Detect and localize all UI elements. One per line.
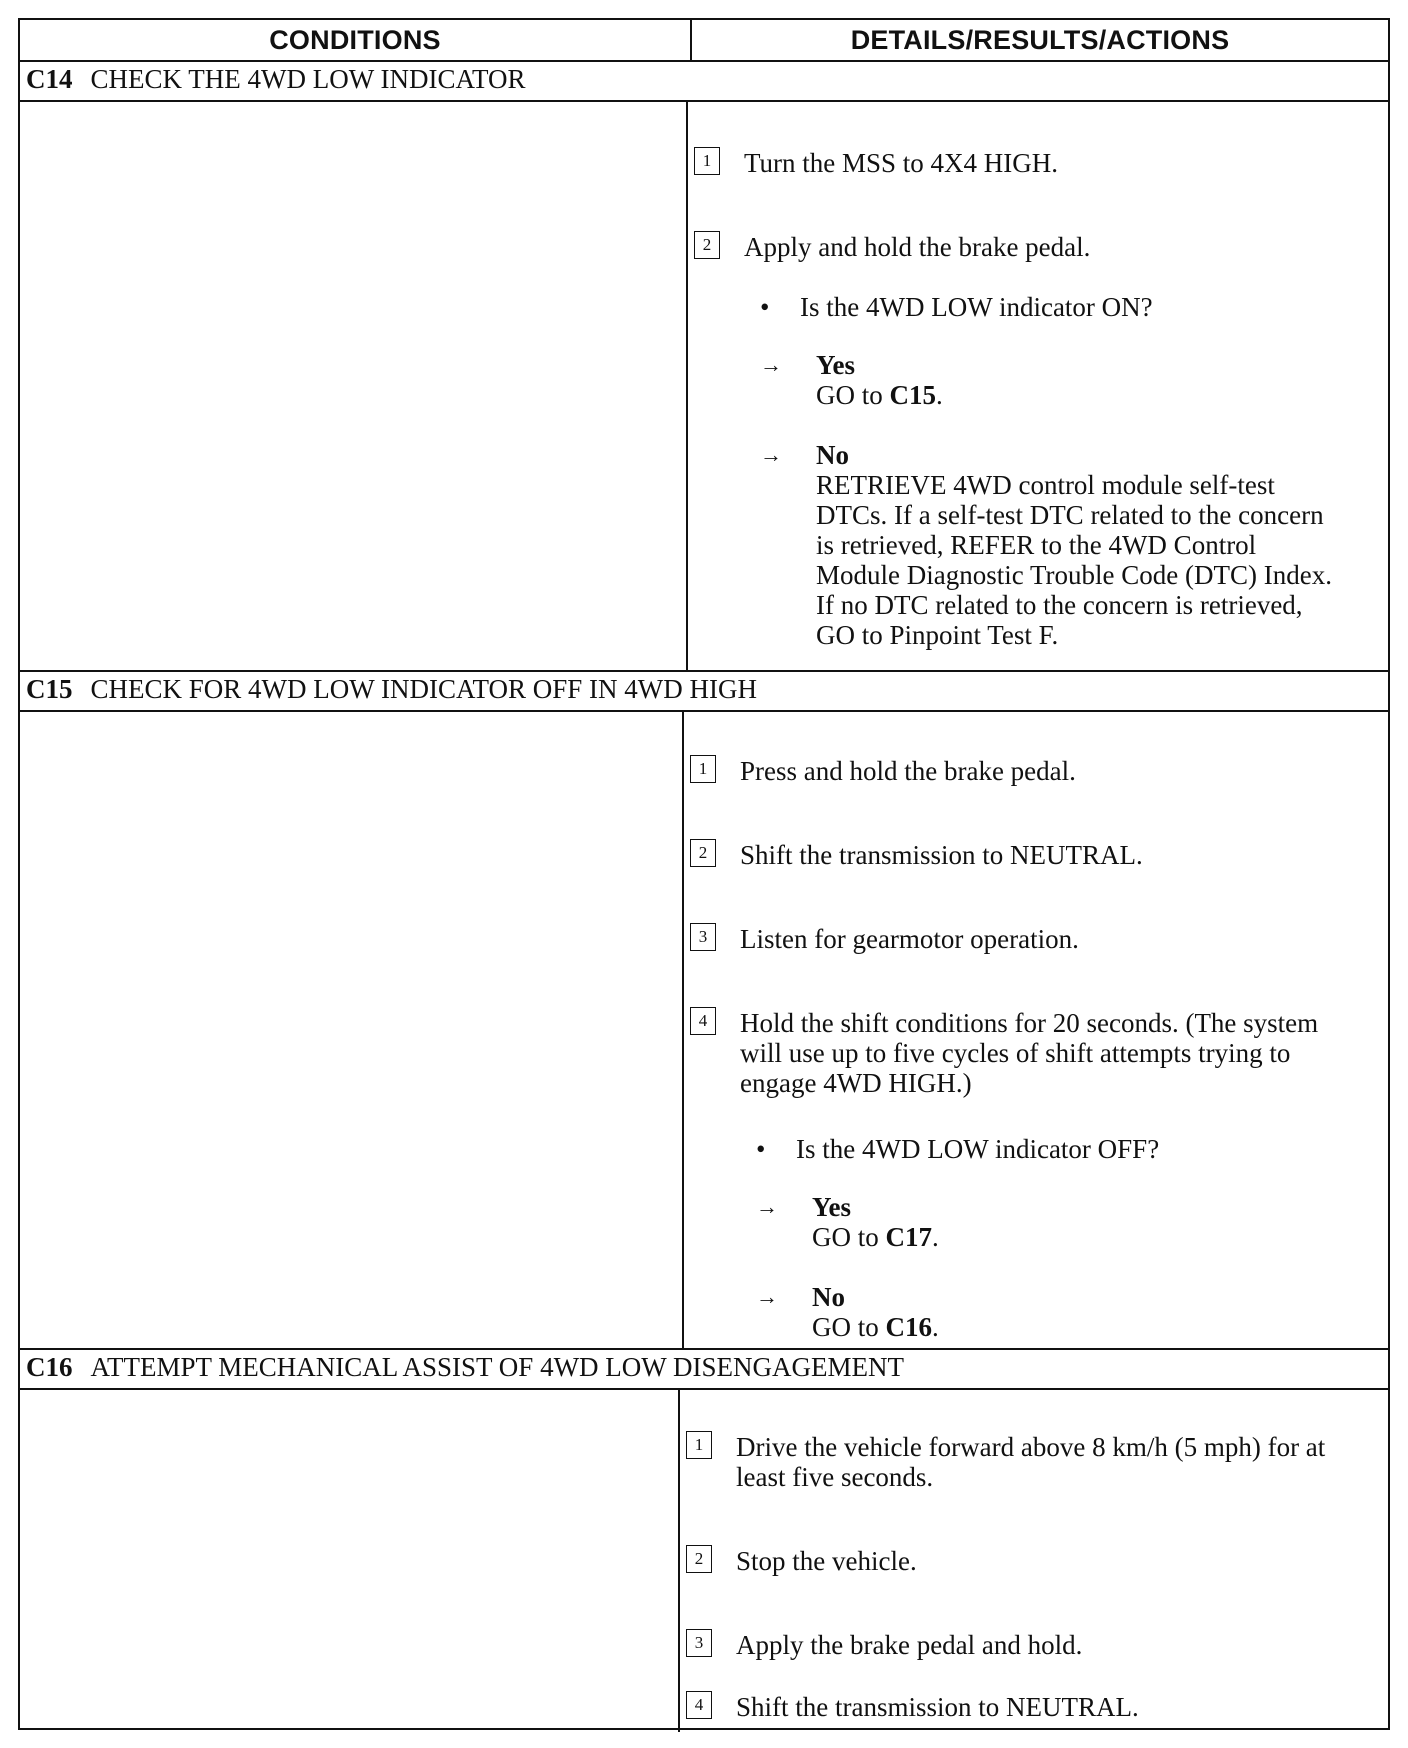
step-number: 1 xyxy=(694,147,720,175)
step xyxy=(690,1008,1330,1098)
rule xyxy=(20,60,1388,62)
step-text: Apply the brake pedal and hold. xyxy=(736,1630,1083,1660)
section-title: CHECK THE 4WD LOW INDICATOR xyxy=(90,64,526,94)
section-title: ATTEMPT MECHANICAL ASSIST OF 4WD LOW DISENGAGEMENT xyxy=(90,1352,905,1382)
result-punct: . xyxy=(932,1222,939,1252)
rule xyxy=(20,710,1388,712)
question xyxy=(760,292,1153,322)
result-ref: C16 xyxy=(885,1312,932,1342)
step xyxy=(694,148,1058,178)
step-text: Shift the transmission to NEUTRAL. xyxy=(736,1692,1139,1722)
step-number: 4 xyxy=(690,1007,716,1035)
details-header: DETAILS/RESULTS/ACTIONS xyxy=(850,24,1230,55)
diagnostic-table xyxy=(18,18,1390,1730)
column-divider xyxy=(678,1388,680,1732)
rule xyxy=(20,100,1388,102)
step-number: 1 xyxy=(690,755,716,783)
step-text: Turn the MSS to 4X4 HIGH. xyxy=(744,148,1059,178)
step xyxy=(690,924,1079,954)
section-code: C16 xyxy=(26,1352,73,1382)
result-label: No xyxy=(812,1282,845,1312)
step-text: Shift the transmission to NEUTRAL. xyxy=(740,840,1143,870)
bullet-icon: • xyxy=(756,1134,766,1164)
step-number: 4 xyxy=(686,1691,712,1719)
result-label: Yes xyxy=(812,1192,851,1222)
step xyxy=(694,232,1090,262)
arrow-right-icon: → xyxy=(760,442,782,467)
result-no xyxy=(756,1282,1332,1342)
rule xyxy=(20,1348,1388,1350)
result-no xyxy=(760,440,1336,650)
step-text: Press and hold the brake pedal. xyxy=(740,756,1076,786)
step-text: Listen for gearmotor operation. xyxy=(740,924,1079,954)
arrow-right-icon: → xyxy=(756,1284,778,1309)
step-text: Apply and hold the brake pedal. xyxy=(744,232,1091,262)
step xyxy=(686,1432,1326,1492)
step xyxy=(686,1546,917,1576)
column-divider xyxy=(682,710,684,1348)
bullet-icon: • xyxy=(760,292,770,322)
section-title: CHECK FOR 4WD LOW INDICATOR OFF IN 4WD HIGH xyxy=(90,674,757,704)
section-code: C15 xyxy=(26,674,73,704)
section-c15-title xyxy=(26,674,757,705)
step xyxy=(686,1692,1139,1722)
step-number: 2 xyxy=(686,1545,712,1573)
step xyxy=(690,756,1076,786)
result-label: No xyxy=(816,440,849,470)
step-text: Stop the vehicle. xyxy=(736,1546,917,1576)
step-number: 1 xyxy=(686,1431,712,1459)
result-ref: C15 xyxy=(889,380,936,410)
result-yes xyxy=(756,1192,1332,1252)
step-number: 3 xyxy=(690,923,716,951)
step-number: 2 xyxy=(694,231,720,259)
result-punct: . xyxy=(936,380,943,410)
section-c16-title xyxy=(26,1352,904,1383)
arrow-right-icon: → xyxy=(756,1194,778,1219)
question xyxy=(756,1134,1159,1164)
conditions-header: CONDITIONS xyxy=(269,24,441,55)
step-text: Hold the shift conditions for 20 seconds. (The system will use up to five cycles of shift attempts trying to engage 4WD HIGH.) xyxy=(740,1008,1319,1098)
section-code: C14 xyxy=(26,64,73,94)
result-text: GO to xyxy=(812,1312,886,1342)
result-punct: . xyxy=(932,1312,939,1342)
result-text: RETRIEVE 4WD control module self-test DTCs. If a self-test DTC related to the concern is retrieved, REFER to the 4WD Control Module Diagnostic Trouble Code (DTC) Index. If no DTC related to the concern is retrieved, GO to Pinpoint Test F. xyxy=(816,470,1332,650)
result-text: GO to xyxy=(816,380,890,410)
result-yes xyxy=(760,350,1336,410)
result-text: GO to xyxy=(812,1222,886,1252)
result-ref: C17 xyxy=(885,1222,932,1252)
question-text: Is the 4WD LOW indicator OFF? xyxy=(796,1134,1160,1164)
section-c14-title xyxy=(26,64,525,95)
rule xyxy=(20,1388,1388,1390)
arrow-right-icon: → xyxy=(760,352,782,377)
rule xyxy=(20,670,1388,672)
step-text: Drive the vehicle forward above 8 km/h (5 mph) for at least five seconds. xyxy=(736,1432,1326,1492)
step xyxy=(686,1630,1082,1660)
question-text: Is the 4WD LOW indicator ON? xyxy=(800,292,1153,322)
step-number: 3 xyxy=(686,1629,712,1657)
header-divider xyxy=(690,20,692,60)
step-number: 2 xyxy=(690,839,716,867)
step xyxy=(690,840,1143,870)
result-label: Yes xyxy=(816,350,855,380)
column-divider xyxy=(686,100,688,670)
